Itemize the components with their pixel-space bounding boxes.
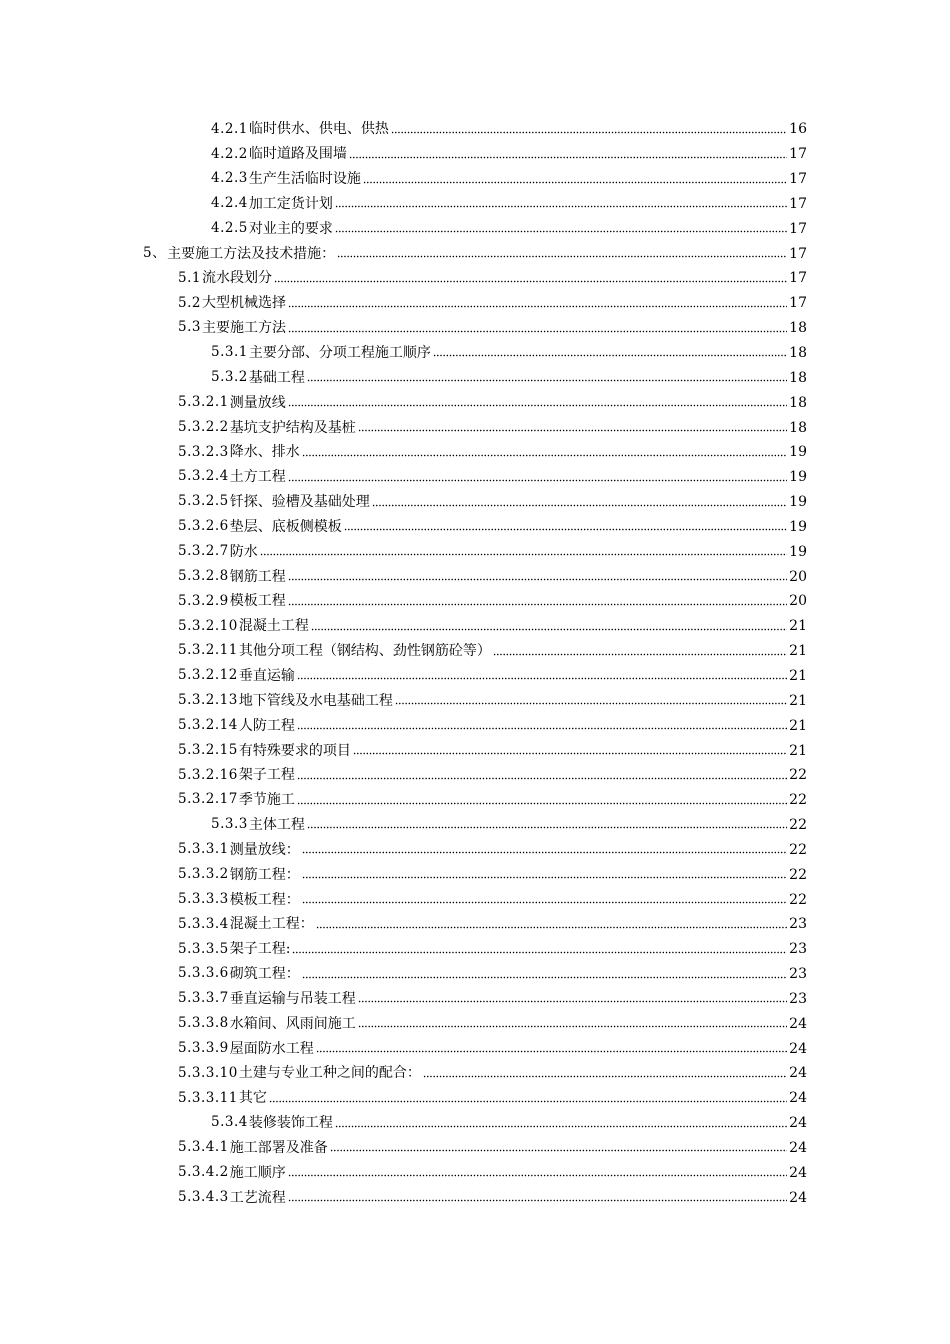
toc-entry-number: 5.3: [178, 319, 201, 336]
toc-entry-number: 4.2.1: [211, 120, 248, 137]
toc-entry-page-number: 21: [789, 742, 807, 759]
toc-entry-title: 人防工程: [238, 717, 295, 734]
toc-entry-title: 基础工程: [248, 369, 305, 386]
toc-entry-page-number: 21: [789, 643, 807, 660]
toc-entry-number: 5.3.2.15: [178, 741, 238, 758]
toc-dot-leader: [391, 131, 787, 134]
toc-dot-leader: [358, 429, 787, 432]
toc-entry-number: 5.3.2.2: [178, 418, 229, 435]
toc-entry-title: 施工顺序: [229, 1164, 286, 1181]
toc-entry-title: 加工定货计划: [248, 195, 333, 212]
toc-entry[interactable]: [0, 341, 950, 366]
toc-entry[interactable]: [0, 1185, 950, 1210]
toc-entry-number: 4.2.5: [211, 220, 248, 237]
toc-entry[interactable]: [0, 813, 950, 838]
toc-entry-page-number: 22: [789, 817, 807, 834]
toc-entry[interactable]: [0, 390, 950, 415]
toc-entry-title: 架子工程: [238, 767, 295, 784]
toc-dot-leader: [330, 1149, 787, 1152]
toc-entry-page-number: 24: [789, 1015, 807, 1032]
toc-entry-page-number: 18: [789, 320, 807, 337]
toc-entry-title: 砌筑工程：: [229, 966, 300, 983]
toc-entry[interactable]: [0, 117, 950, 142]
toc-entry[interactable]: [0, 465, 950, 490]
toc-entry-number: 5.3.4.1: [178, 1139, 229, 1156]
toc-entry-title: 生产生活临时设施: [248, 171, 361, 188]
toc-entry-title: 临时道路及围墙: [248, 146, 347, 163]
toc-entry-title: 垂直运输: [238, 667, 295, 684]
toc-entry[interactable]: [0, 167, 950, 192]
toc-entry-number: 5、: [143, 244, 167, 261]
toc-entry-number: 5.3.2.5: [178, 493, 229, 510]
toc-dot-leader: [363, 181, 787, 184]
toc-dot-leader: [335, 205, 787, 208]
toc-entry-title: 地下管线及水电基础工程: [238, 692, 393, 709]
toc-dot-leader: [307, 379, 787, 382]
toc-entry-title: 架子工程:: [229, 941, 291, 958]
toc-entry-number: 5.3.2.13: [178, 692, 238, 709]
toc-entry[interactable]: [0, 490, 950, 515]
toc-entry[interactable]: [0, 1111, 950, 1136]
toc-dot-leader: [316, 1050, 787, 1053]
toc-dot-leader: [269, 1100, 787, 1103]
toc-entry-title: 流水段划分: [201, 270, 272, 287]
toc-entry-page-number: 24: [789, 1164, 807, 1181]
toc-dot-leader: [288, 305, 787, 308]
toc-entry[interactable]: [0, 862, 950, 887]
toc-entry[interactable]: [0, 241, 950, 266]
toc-entry-number: 5.3.1: [211, 344, 248, 361]
toc-entry-number: 5.3.3.6: [178, 965, 229, 982]
toc-entry-title: 土方工程: [229, 469, 286, 486]
toc-entry-number: 5.3.2.12: [178, 667, 238, 684]
toc-entry[interactable]: [0, 291, 950, 316]
toc-entry-page-number: 19: [789, 543, 807, 560]
toc-entry-number: 5.3.3.3: [178, 890, 229, 907]
toc-dot-leader: [288, 479, 787, 482]
toc-entry-title: 有特殊要求的项目: [238, 742, 351, 759]
toc-entry-page-number: 19: [789, 444, 807, 461]
toc-entry-page-number: 20: [789, 568, 807, 585]
toc-entry[interactable]: [0, 1160, 950, 1185]
toc-entry-page-number: 17: [789, 195, 807, 212]
toc-entry-page-number: 22: [789, 841, 807, 858]
toc-dot-leader: [335, 1125, 787, 1128]
toc-entry[interactable]: [0, 1086, 950, 1111]
toc-entry-number: 5.3.3.4: [178, 915, 229, 932]
toc-entry-number: 5.3.2.3: [178, 443, 229, 460]
toc-entry-page-number: 24: [789, 1040, 807, 1057]
toc-entry[interactable]: [0, 788, 950, 813]
toc-entry[interactable]: [0, 937, 950, 962]
toc-entry-number: 4.2.4: [211, 195, 248, 212]
toc-entry-page-number: 24: [789, 1115, 807, 1132]
toc-entry-page-number: 18: [789, 345, 807, 362]
toc-entry-number: 5.3.2.17: [178, 791, 238, 808]
toc-entry-number: 5.3.2.7: [178, 543, 229, 560]
toc-entry-title: 测量放线：: [229, 841, 300, 858]
toc-entry-title: 主体工程: [248, 817, 305, 834]
toc-entry-number: 5.3.2.9: [178, 592, 229, 609]
toc-dot-leader: [353, 752, 787, 755]
toc-entry[interactable]: [0, 912, 950, 937]
toc-entry-page-number: 24: [789, 1189, 807, 1206]
toc-entry-number: 5.3.3.2: [178, 865, 229, 882]
toc-entry-page-number: 24: [789, 1140, 807, 1157]
toc-dot-leader: [302, 976, 787, 979]
toc-entry[interactable]: [0, 713, 950, 738]
toc-dot-leader: [302, 876, 787, 879]
toc-dot-leader: [292, 951, 787, 954]
toc-entry-title: 主要施工方法及技术措施：: [167, 245, 336, 262]
toc-entry-title: 其它: [238, 1090, 267, 1107]
toc-entry[interactable]: [0, 142, 950, 167]
toc-entry[interactable]: [0, 365, 950, 390]
toc-entry[interactable]: [0, 987, 950, 1012]
toc-dot-leader: [337, 255, 787, 258]
toc-entry[interactable]: [0, 1011, 950, 1036]
toc-dot-leader: [395, 702, 787, 705]
toc-entry-page-number: 22: [789, 891, 807, 908]
toc-entry-title: 混凝土工程：: [229, 916, 314, 933]
toc-entry[interactable]: [0, 738, 950, 763]
toc-entry-title: 主要分部、分项工程施工顺序: [248, 345, 431, 362]
toc-entry[interactable]: [0, 266, 950, 291]
toc-entry[interactable]: [0, 216, 950, 241]
toc-entry-number: 5.3.4.2: [178, 1164, 229, 1181]
toc-dot-leader: [288, 330, 787, 333]
toc-entry-page-number: 21: [789, 667, 807, 684]
toc-entry-page-number: 18: [789, 394, 807, 411]
toc-entry-title: 基坑支护结构及基桩: [229, 419, 356, 436]
toc-entry-number: 5.2: [178, 294, 201, 311]
toc-entry[interactable]: [0, 887, 950, 912]
toc-entry-page-number: 18: [789, 419, 807, 436]
toc-entry-page-number: 16: [789, 121, 807, 138]
toc-entry-page-number: 17: [789, 146, 807, 163]
toc-entry[interactable]: [0, 1036, 950, 1061]
toc-entry-page-number: 17: [789, 270, 807, 287]
toc-entry-number: 5.3.3.10: [178, 1064, 238, 1081]
toc-entry-title: 模板工程: [229, 593, 286, 610]
toc-entry-number: 5.3.2.4: [178, 468, 229, 485]
toc-entry-title: 模板工程：: [229, 891, 300, 908]
toc-dot-leader: [288, 578, 787, 581]
toc-entry-title: 混凝土工程: [238, 618, 309, 635]
toc-dot-leader: [288, 603, 787, 606]
toc-entry-page-number: 21: [789, 618, 807, 635]
toc-entry[interactable]: [0, 589, 950, 614]
toc-entry-page-number: 23: [789, 966, 807, 983]
toc-entry-title: 垂直运输与吊装工程: [229, 990, 356, 1007]
toc-entry-page-number: 21: [789, 717, 807, 734]
toc-entry[interactable]: [0, 515, 950, 540]
toc-entry-page-number: 23: [789, 941, 807, 958]
toc-entry-title: 季节施工: [238, 792, 295, 809]
toc-entry-number: 5.3.4: [211, 1114, 248, 1131]
toc-entry-page-number: 23: [789, 990, 807, 1007]
toc-entry-page-number: 22: [789, 767, 807, 784]
toc-entry-page-number: 17: [789, 220, 807, 237]
toc-entry[interactable]: [0, 763, 950, 788]
toc-dot-leader: [297, 802, 787, 805]
toc-entry-number: 5.3.2.10: [178, 617, 238, 634]
toc-entry-number: 5.3.3.1: [178, 841, 229, 858]
toc-entry-title: 钢筋工程: [229, 568, 286, 585]
toc-entry-number: 5.3.3.9: [178, 1039, 229, 1056]
toc-entry-title: 大型机械选择: [201, 295, 286, 312]
toc-entry-title: 屋面防水工程: [229, 1040, 314, 1057]
toc-entry-page-number: 17: [789, 245, 807, 262]
toc-entry-title: 对业主的要求: [248, 220, 333, 237]
toc-dot-leader: [302, 454, 787, 457]
toc-entry-number: 5.3.3.11: [178, 1089, 238, 1106]
toc-entry[interactable]: [0, 1061, 950, 1086]
toc-entry-title: 其他分项工程（钢结构、劲性钢筋砼等）: [238, 643, 491, 660]
toc-dot-leader: [493, 653, 787, 656]
toc-entry[interactable]: [0, 614, 950, 639]
toc-entry-number: 5.3.3.7: [178, 990, 229, 1007]
toc-entry-page-number: 19: [789, 518, 807, 535]
toc-dot-leader: [358, 1000, 787, 1003]
toc-entry-title: 钢筋工程：: [229, 866, 300, 883]
toc-dot-leader: [288, 1199, 787, 1202]
toc-entry-number: 5.3.3.5: [178, 940, 229, 957]
toc-dot-leader: [288, 404, 787, 407]
toc-entry-title: 垫层、底板侧模板: [229, 518, 342, 535]
toc-entry-page-number: 22: [789, 792, 807, 809]
toc-entry[interactable]: [0, 837, 950, 862]
toc-entry[interactable]: [0, 639, 950, 664]
toc-entry[interactable]: [0, 688, 950, 713]
toc-entry[interactable]: [0, 415, 950, 440]
toc-dot-leader: [307, 826, 787, 829]
table-of-contents: [0, 117, 950, 1210]
toc-entry-number: 5.3.4.3: [178, 1188, 229, 1205]
toc-entry-number: 5.3.2.1: [178, 393, 229, 410]
toc-entry-title: 土建与专业工种之间的配合：: [238, 1065, 421, 1082]
toc-entry-page-number: 24: [789, 1090, 807, 1107]
toc-dot-leader: [372, 504, 787, 507]
toc-entry-page-number: 19: [789, 469, 807, 486]
toc-entry-title: 测量放线: [229, 394, 286, 411]
toc-dot-leader: [335, 230, 787, 233]
toc-entry[interactable]: [0, 440, 950, 465]
toc-dot-leader: [344, 528, 787, 531]
toc-dot-leader: [358, 1025, 787, 1028]
toc-entry-number: 5.3.2: [211, 369, 248, 386]
toc-entry-page-number: 23: [789, 916, 807, 933]
toc-entry-page-number: 20: [789, 593, 807, 610]
toc-entry-page-number: 18: [789, 369, 807, 386]
toc-entry[interactable]: [0, 539, 950, 564]
toc-entry[interactable]: [0, 664, 950, 689]
toc-entry[interactable]: [0, 316, 950, 341]
toc-entry[interactable]: [0, 1136, 950, 1161]
toc-entry-title: 临时供水、供电、供热: [248, 121, 389, 138]
toc-dot-leader: [274, 280, 787, 283]
toc-entry-number: 5.3.3: [211, 816, 248, 833]
toc-entry-title: 水箱间、风雨间施工: [229, 1015, 356, 1032]
toc-dot-leader: [423, 1075, 787, 1078]
toc-entry-number: 5.3.2.11: [178, 642, 238, 659]
toc-entry-number: 5.3.2.16: [178, 766, 238, 783]
toc-dot-leader: [302, 851, 787, 854]
toc-entry[interactable]: [0, 962, 950, 987]
toc-entry-title: 钎探、验槽及基础处理: [229, 494, 370, 511]
toc-entry-title: 工艺流程: [229, 1189, 286, 1206]
toc-entry-number: 5.3.3.8: [178, 1015, 229, 1032]
toc-dot-leader: [349, 156, 787, 159]
toc-entry-page-number: 17: [789, 171, 807, 188]
toc-dot-leader: [297, 777, 787, 780]
toc-entry-number: 4.2.2: [211, 145, 248, 162]
toc-dot-leader: [297, 677, 787, 680]
toc-entry-title: 防水: [229, 543, 258, 560]
toc-entry-number: 4.2.3: [211, 170, 248, 187]
toc-entry-page-number: 22: [789, 866, 807, 883]
toc-entry[interactable]: [0, 192, 950, 217]
toc-entry-page-number: 17: [789, 295, 807, 312]
toc-entry-title: 降水、排水: [229, 444, 300, 461]
toc-entry-title: 装修装饰工程: [248, 1115, 333, 1132]
toc-entry-number: 5.3.2.14: [178, 716, 238, 733]
toc-entry-title: 主要施工方法: [201, 320, 286, 337]
toc-entry-page-number: 21: [789, 692, 807, 709]
toc-entry-number: 5.3.2.6: [178, 518, 229, 535]
toc-entry-number: 5.3.2.8: [178, 567, 229, 584]
toc-dot-leader: [288, 1174, 787, 1177]
toc-entry-number: 5.1: [178, 269, 201, 286]
toc-entry[interactable]: [0, 564, 950, 589]
toc-entry-page-number: 19: [789, 494, 807, 511]
toc-entry-page-number: 24: [789, 1065, 807, 1082]
toc-dot-leader: [302, 901, 787, 904]
toc-dot-leader: [433, 354, 787, 357]
toc-dot-leader: [316, 926, 787, 929]
toc-dot-leader: [311, 628, 787, 631]
toc-dot-leader: [260, 553, 787, 556]
toc-entry-title: 施工部署及准备: [229, 1140, 328, 1157]
toc-dot-leader: [297, 727, 787, 730]
